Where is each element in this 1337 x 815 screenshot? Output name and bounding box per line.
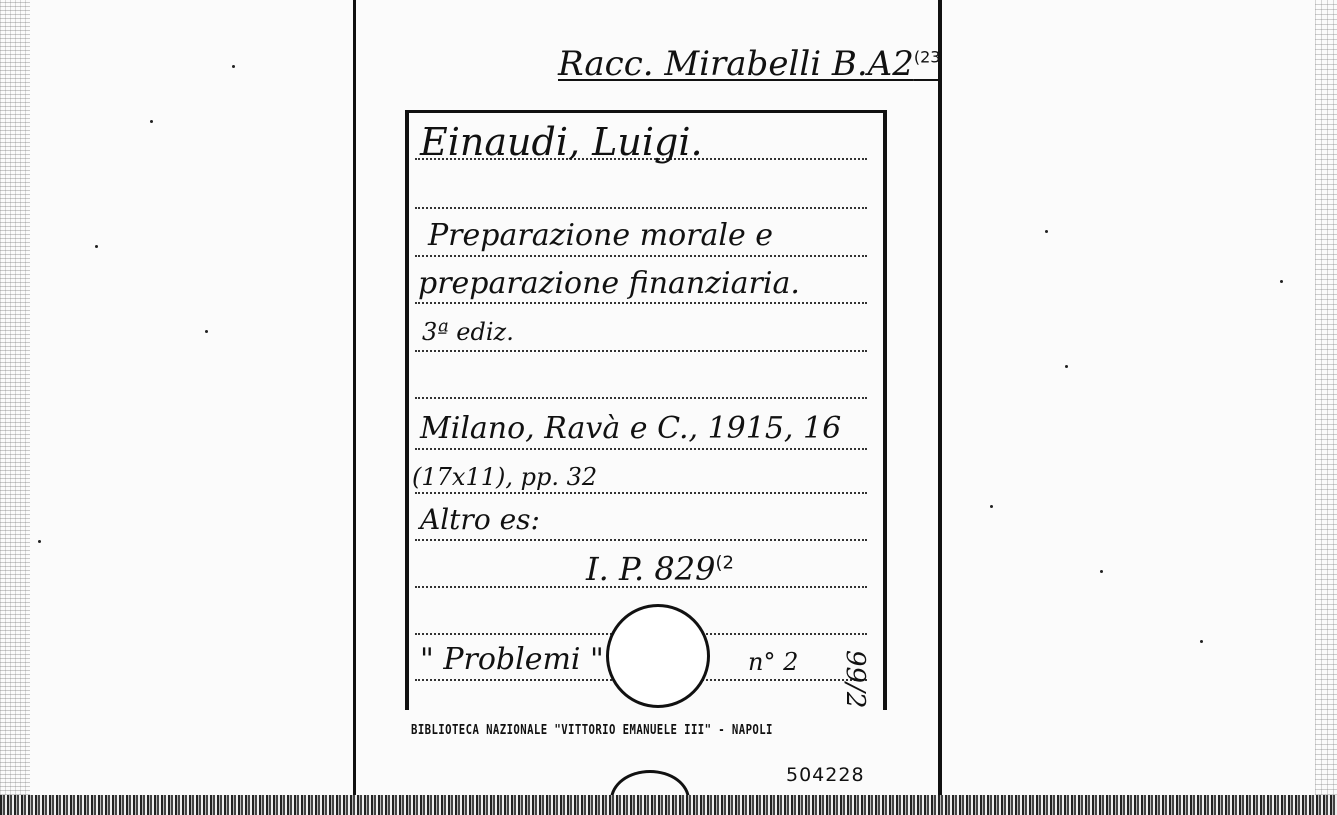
other-copy-shelfmark-text: I. P. 829 <box>586 550 716 588</box>
card-rule <box>415 539 867 541</box>
inventory-number: 504228 <box>786 764 865 786</box>
series-number: n° 2 <box>748 648 799 676</box>
side-note: 99/2 <box>840 650 870 709</box>
library-footer-stamp: BIBLIOTECA NAZIONALE "VITTORIO EMANUELE III" - NAPOLI <box>411 723 773 738</box>
card-rule <box>415 207 867 209</box>
folder-edge-right <box>938 0 942 795</box>
card-rule <box>415 448 867 450</box>
series-note: " Problemi " <box>420 642 604 677</box>
card-rule <box>415 255 867 257</box>
folder-edge-left <box>353 0 356 795</box>
collation-line: (17x11), pp. 32 <box>412 463 598 491</box>
card-rule <box>415 302 867 304</box>
scan-edge-left <box>0 0 30 815</box>
title-line-1: Preparazione morale e <box>428 218 774 253</box>
other-copy-shelfmark <box>586 550 734 588</box>
library-stamp-circle <box>606 604 710 708</box>
author-heading: Einaudi, Luigi. <box>420 120 703 164</box>
card-rule <box>415 397 867 399</box>
edition-statement: 3ª ediz. <box>422 318 514 346</box>
imprint-line: Milano, Ravà e C., 1915, 16 <box>420 411 842 446</box>
title-line-2: preparazione finanziaria. <box>418 266 800 301</box>
card-rule <box>415 492 867 494</box>
collection-mark-text: Racc. Mirabelli B.A2 <box>558 44 914 84</box>
scan-edge-right <box>1315 0 1337 815</box>
collection-mark <box>558 44 940 84</box>
collection-mark-superscript: (23 <box>913 47 941 67</box>
scan-edge-bottom <box>0 795 1337 815</box>
card-rule <box>415 350 867 352</box>
other-copy-label: Altro es: <box>420 503 540 536</box>
other-copy-superscript: (2 <box>715 552 734 574</box>
